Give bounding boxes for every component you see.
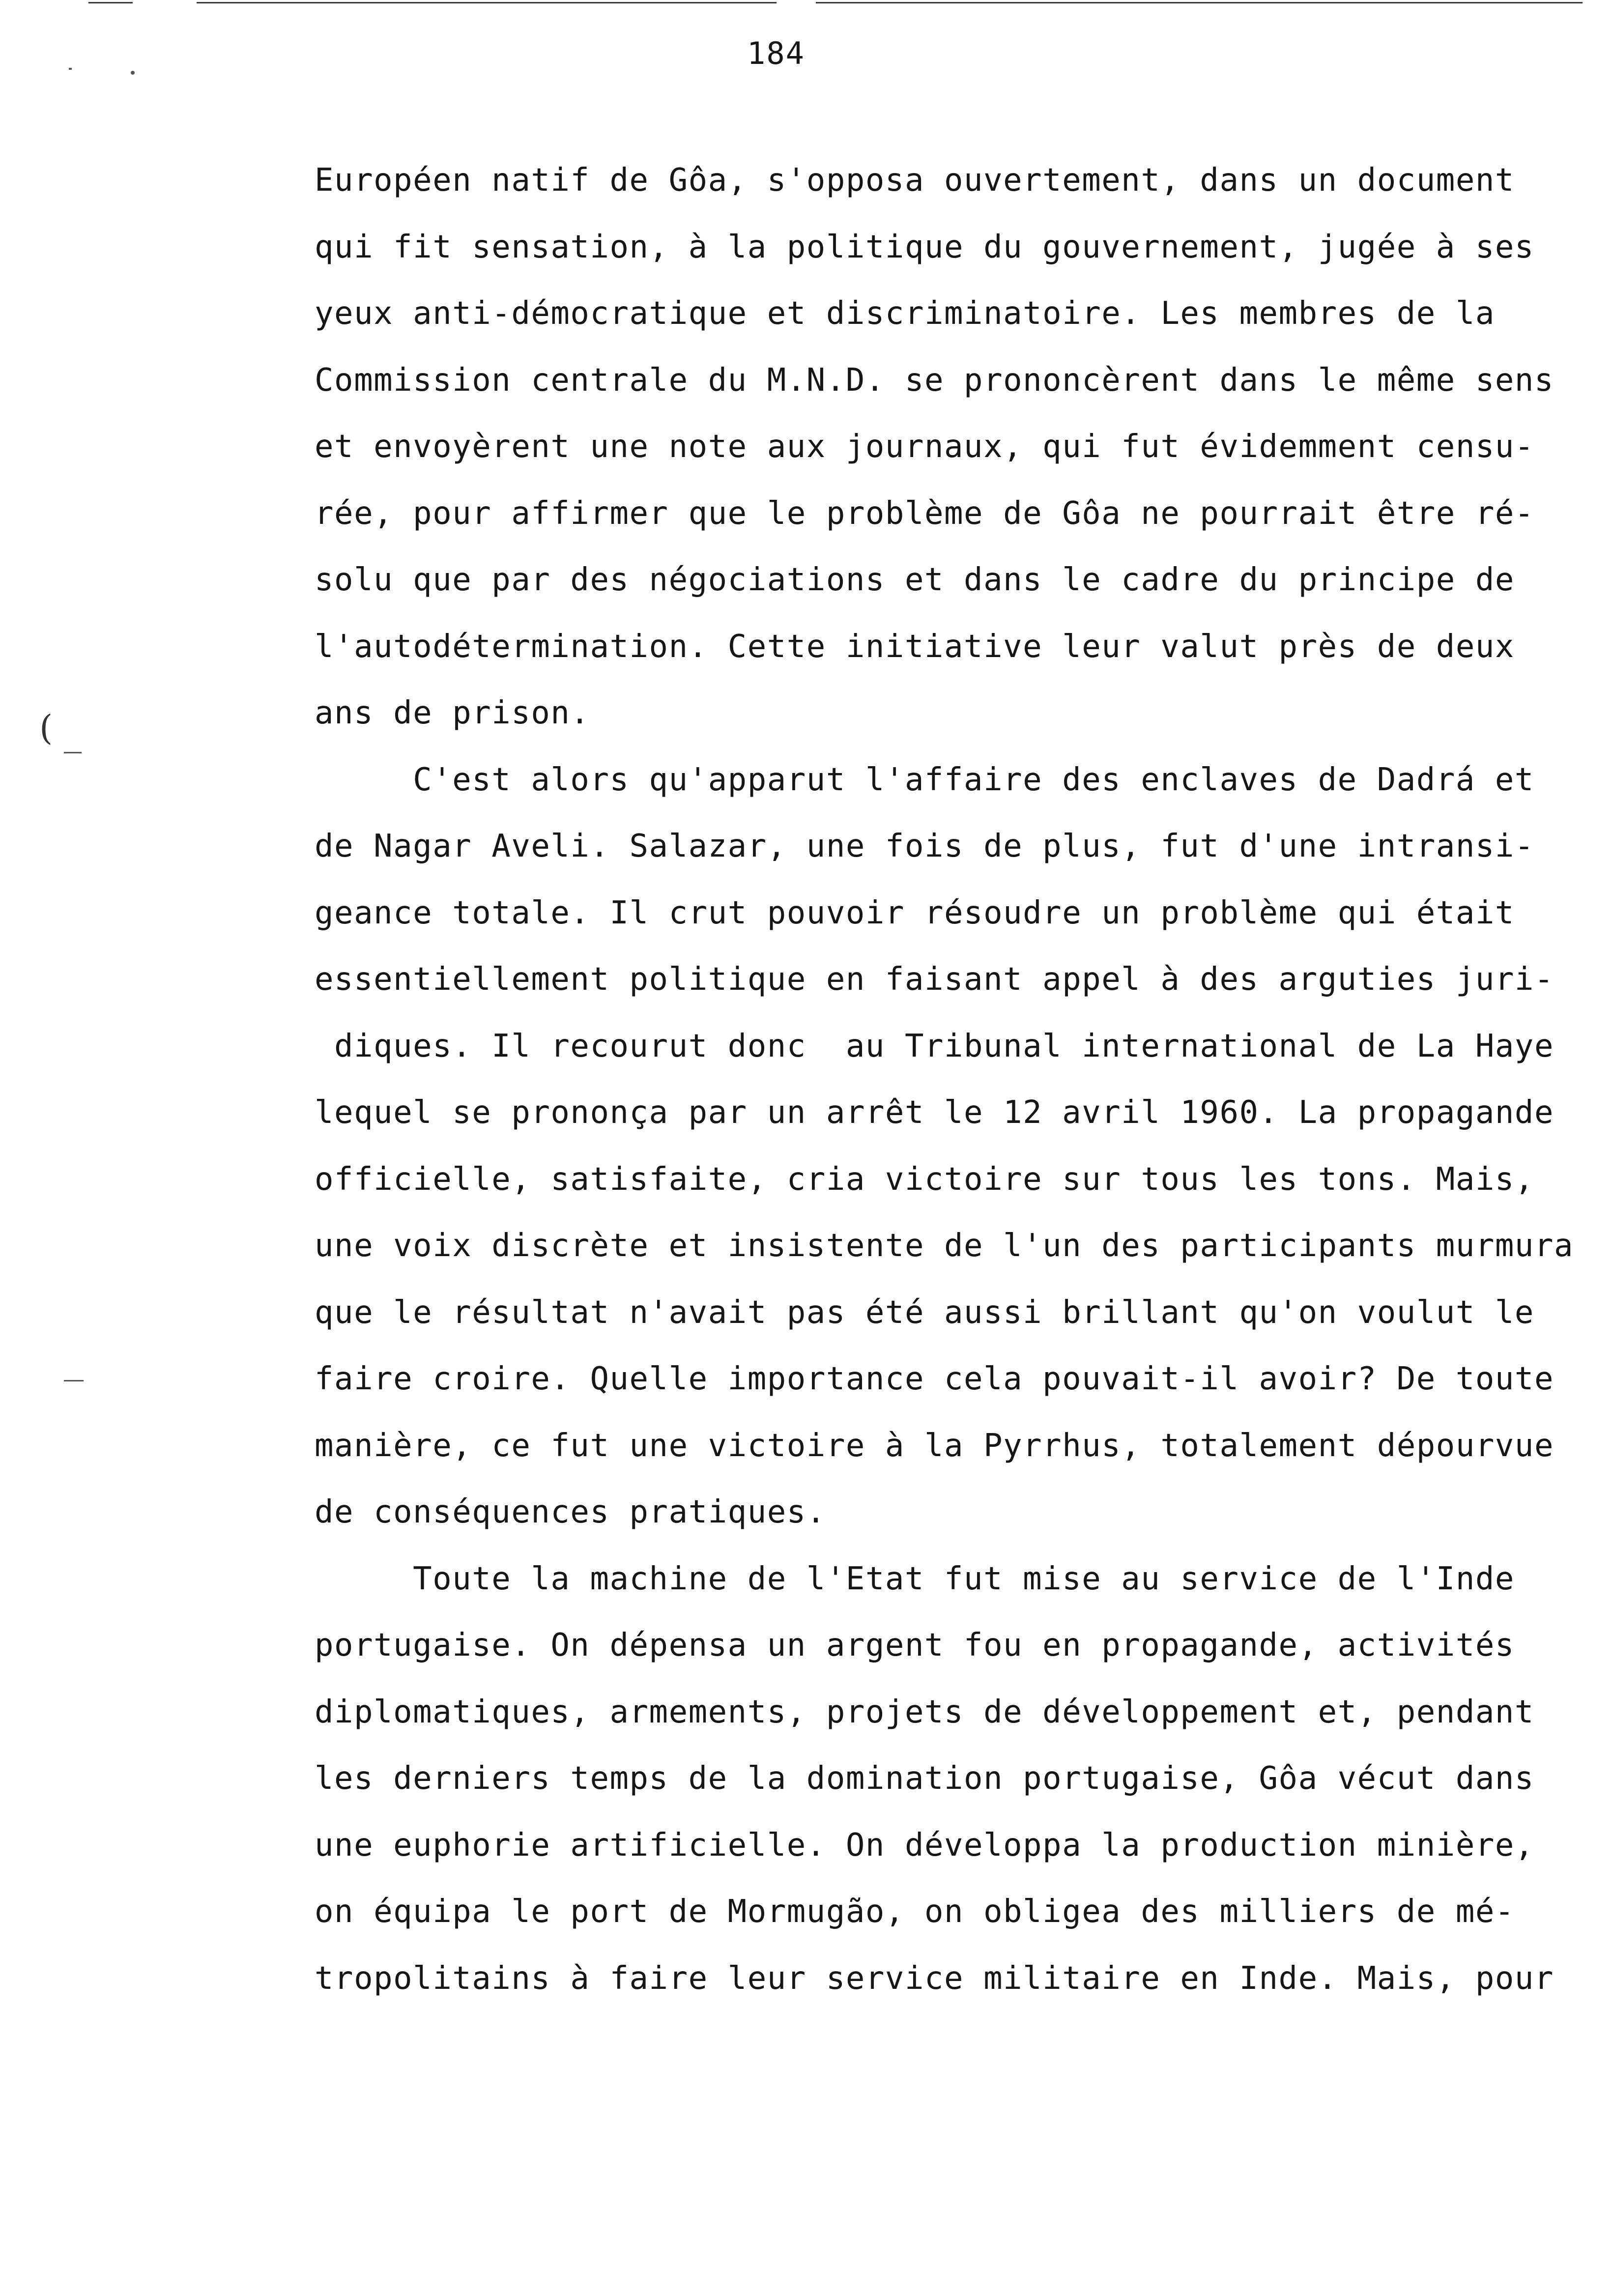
- text-line: une voix discrète et insistente de l'un des participants murmura: [315, 1228, 1574, 1264]
- text-line: Commission centrale du M.N.D. se prononcèrent dans le même sens: [315, 362, 1554, 399]
- top-rule-mid: [197, 2, 777, 3]
- text-line: qui fit sensation, à la politique du gouvernement, jugée à ses: [315, 229, 1534, 265]
- text-line: on équipa le port de Mormugão, on obligea des milliers de mé-: [315, 1894, 1515, 1930]
- speck: [131, 71, 135, 75]
- text-line: une euphorie artificielle. On développa la production minière,: [315, 1827, 1534, 1864]
- text-line: faire croire. Quelle importance cela pouvait-il avoir? De toute: [315, 1361, 1554, 1397]
- margin-dash: [64, 752, 82, 753]
- margin-dash: [64, 1380, 84, 1381]
- text-line: geance totale. Il crut pouvoir résoudre un problème qui était: [315, 894, 1515, 931]
- text-line: lequel se prononça par un arrêt le 12 avril 1960. La propagande: [315, 1094, 1554, 1131]
- text-line: et envoyèrent une note aux journaux, qui fut évidemment censu-: [315, 429, 1534, 465]
- text-line: portugaise. On dépensa un argent fou en propagande, activités: [315, 1627, 1515, 1664]
- text-line: que le résultat n'avait pas été aussi brillant qu'on voulut le: [315, 1294, 1534, 1331]
- text-line: diques. Il recourut donc au Tribunal international de La Haye: [315, 1028, 1554, 1064]
- text-line: ans de prison.: [315, 695, 590, 731]
- text-line: tropolitains à faire leur service militaire en Inde. Mais, pour: [315, 1960, 1554, 1997]
- text-line: de Nagar Aveli. Salazar, une fois de plus, fut d'une intransi-: [315, 828, 1534, 864]
- text-line: Toute la machine de l'Etat fut mise au service de l'Inde: [315, 1560, 1515, 1597]
- text-line: officielle, satisfaite, cria victoire sur tous les tons. Mais,: [315, 1161, 1534, 1198]
- text-line: manière, ce fut une victoire à la Pyrrhus, totalement dépourvue: [315, 1427, 1554, 1464]
- text-line: rée, pour affirmer que le problème de Gôa ne pourrait être ré-: [315, 495, 1534, 532]
- text-line: de conséquences pratiques.: [315, 1494, 826, 1530]
- text-line: essentiellement politique en faisant appel à des arguties juri-: [315, 961, 1554, 998]
- top-rule-left: [88, 2, 133, 3]
- speck: [69, 68, 72, 70]
- text-line: C'est alors qu'apparut l'affaire des enclaves de Dadrá et: [315, 761, 1534, 798]
- text-line: Européen natif de Gôa, s'opposa ouvertement, dans un document: [315, 162, 1515, 199]
- top-rule-right: [816, 2, 1583, 3]
- text-line: diplomatiques, armements, projets de développement et, pendant: [315, 1693, 1534, 1730]
- margin-parenthesis: (: [39, 708, 53, 748]
- body-text: [315, 147, 1597, 2012]
- text-line: yeux anti-démocratique et discriminatoire. Les membres de la: [315, 295, 1495, 332]
- text-line: les derniers temps de la domination portugaise, Gôa vécut dans: [315, 1760, 1534, 1797]
- text-line: solu que par des négociations et dans le cadre du principe de: [315, 562, 1515, 598]
- page-number: 184: [747, 35, 805, 71]
- text-line: l'autodétermination. Cette initiative leur valut près de deux: [315, 628, 1515, 665]
